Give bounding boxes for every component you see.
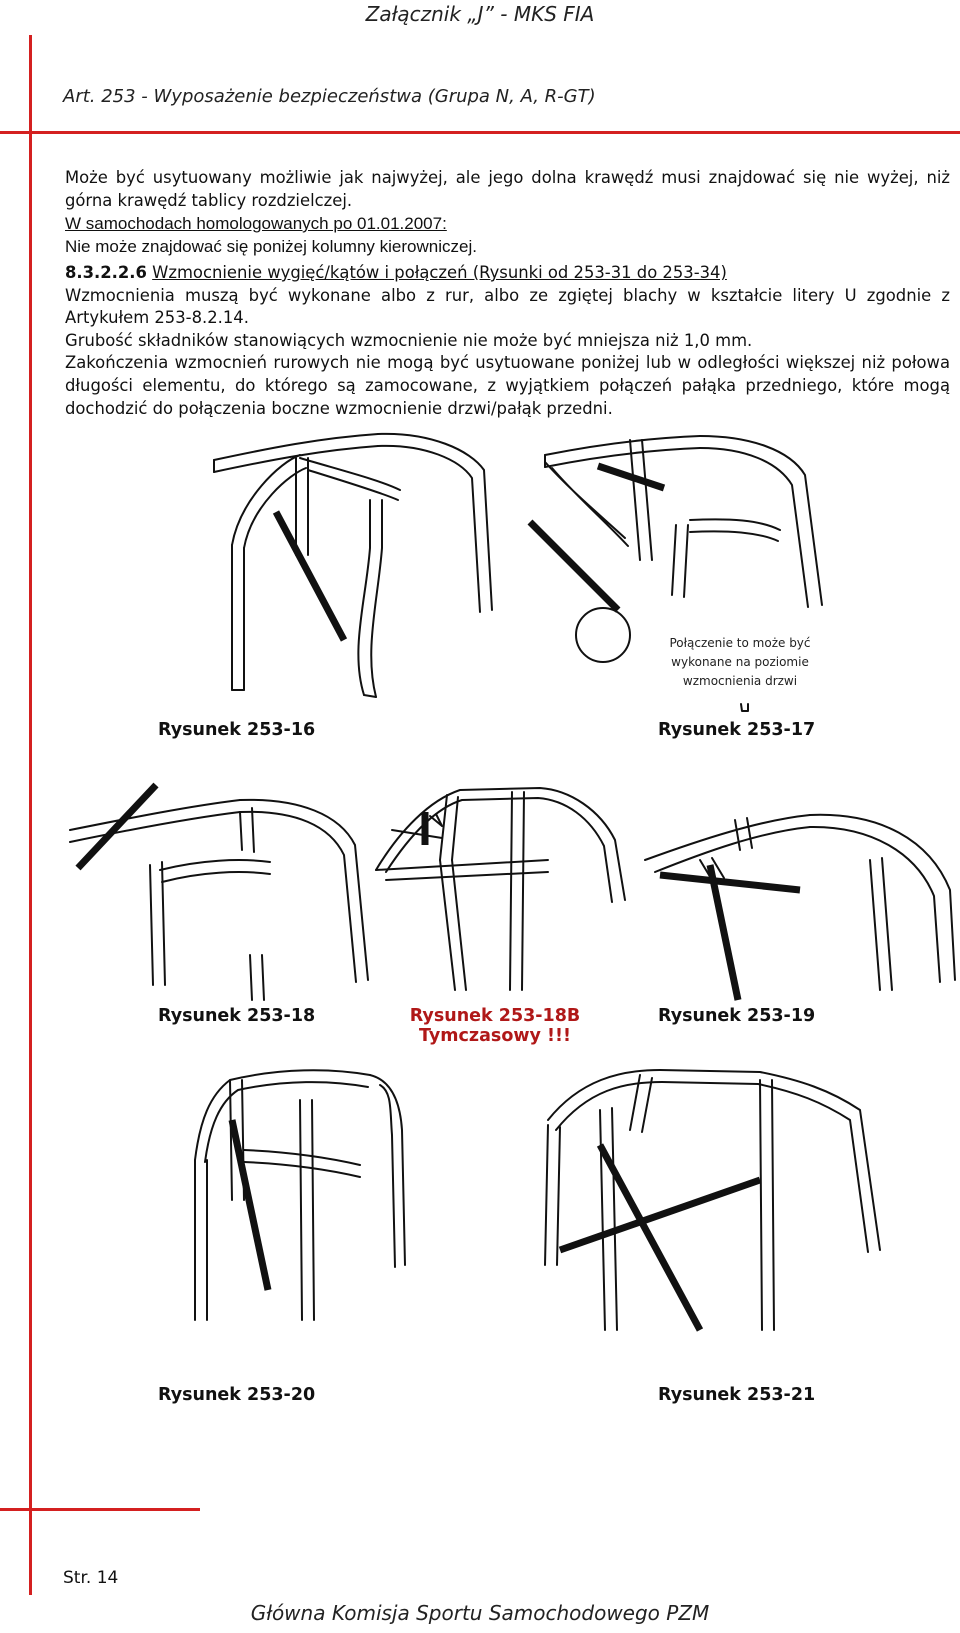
figure-253-16 [214, 434, 492, 697]
figure-253-18b [376, 788, 625, 990]
caption-253-17: Rysunek 253-17 [658, 720, 816, 740]
section-title: Wzmocnienie wygięć/kątów i połączeń (Rysunki od 253-31 do 253-34) [152, 263, 727, 282]
homologation-date-line: W samochodach homologowanych po 01.01.2007: [65, 214, 447, 233]
caption-253-18b-note: Tymczasowy !!! [419, 1026, 571, 1046]
note-line-3: wzmocnienia drzwi [682, 674, 798, 688]
page-number: Str. 14 [63, 1568, 119, 1588]
caption-253-18: Rysunek 253-18 [158, 1006, 316, 1026]
footer-rule [0, 1508, 200, 1511]
caption-253-20: Rysunek 253-20 [158, 1385, 316, 1405]
paragraph-thickness: Grubość składników stanowiących wzmocnienie nie może być mniejsza niż 1,0 mm. [65, 330, 753, 350]
figure-253-20 [195, 1070, 405, 1320]
connection-note [650, 634, 830, 691]
figure-253-21 [545, 1070, 880, 1330]
article-heading: Art. 253 - Wyposażenie bezpieczeństwa (Grupa N, A, R-GT) [63, 86, 596, 107]
caption-253-16: Rysunek 253-16 [158, 720, 316, 740]
paragraph-materials: Wzmocnienia muszą być wykonane albo z rur, albo ze zgiętej blachy w kształcie litery U zgodnie z Artykułem 253-8.2.14. [65, 285, 950, 328]
paragraph-position: Może być usytuowany możliwie jak najwyżej, ale jego dolna krawędź musi znajdować się nie wyżej, niż górna krawędź tablicy rozdzielczej. [65, 168, 950, 210]
note-line-1: Połączenie to może być [669, 636, 811, 650]
document-header-title: Załącznik „J” - MKS FIA [365, 2, 595, 26]
figure-253-19 [645, 815, 955, 1000]
figure-253-18 [70, 785, 368, 1000]
caption-253-21: Rysunek 253-21 [658, 1385, 816, 1405]
caption-253-18b-title: Rysunek 253-18B [409, 1006, 581, 1026]
figure-253-17 [530, 436, 822, 610]
caption-253-19: Rysunek 253-19 [658, 1006, 816, 1026]
paragraph-endings: Zakończenia wzmocnień rurowych nie mogą być usytuowane poniżej lub w odległości większej niż połowa długości elementu, do którego są zamocowane, z wyjątkiem połączeń pałąka przedniego, które mogą dochodzić do połączenia boczne wzmocnienie drzwi/pałąk przedni. [65, 353, 950, 418]
homologation-rule-line: Nie może znajdować się poniżej kolumny kierowniczej. [65, 237, 477, 256]
section-number: 8.3.2.2.6 [65, 263, 147, 282]
caption-253-18b [395, 1006, 595, 1046]
connection-highlight-circle [576, 608, 630, 662]
note-line-2: wykonane na poziomie [671, 655, 809, 669]
footer-organization: Główna Komisja Sportu Samochodowego PZM [250, 1601, 710, 1625]
